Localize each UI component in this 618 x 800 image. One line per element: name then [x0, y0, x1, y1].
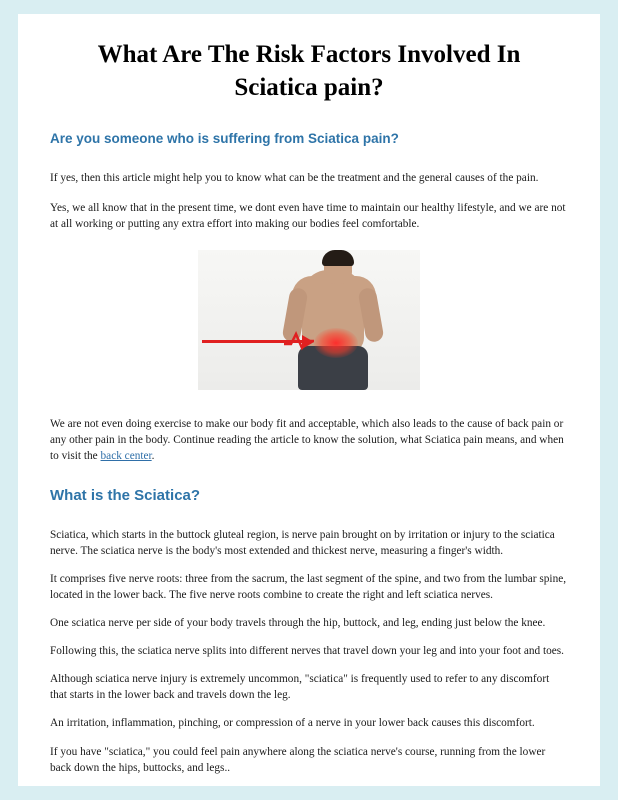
page-title: What Are The Risk Factors Involved In Sciatica pain? — [97, 41, 521, 101]
spacer — [50, 703, 568, 715]
spacer — [50, 390, 568, 416]
paragraph-body-7: If you have "sciatica," you could feel pain anywhere along the sciatica nerve's course, running from the lower back down the hips, buttocks, and legs.. — [50, 745, 546, 774]
paragraph-body-5: Although sciatica nerve injury is extremely uncommon, "sciatica" is frequently used to refer to any discomfort that starts in the lower back and travels down the leg. — [50, 673, 550, 702]
pain-highlight-icon — [314, 328, 358, 358]
spacer — [50, 559, 568, 571]
figure-container — [50, 250, 568, 390]
spacer — [50, 659, 568, 671]
paragraph-body-2: It comprises five nerve roots: three from the sacrum, the last segment of the spine, and two from the lumbar spine, located in the lower back. The five nerve roots combine to create the right and left sciatica nerves. — [50, 573, 567, 602]
spacer — [50, 464, 568, 486]
paragraph-intro-1: If yes, then this article might help you to know what can be the treatment and the general causes of the pain. — [50, 171, 539, 184]
paragraph-body-4: Following this, the sciatica nerve splits into different nerves that travel down your leg and into your foot and toes. — [50, 645, 565, 658]
pain-arrow-head-icon — [302, 335, 314, 349]
spacer — [50, 232, 568, 250]
figure-hair — [322, 250, 354, 266]
paragraph-intro-3-text-end: . — [151, 449, 155, 462]
section-heading-sciatica: What is the Sciatica? — [50, 486, 201, 504]
spacer — [50, 603, 568, 615]
paragraph-intro-3 — [50, 416, 568, 464]
back-pain-illustration — [198, 250, 420, 390]
spacer — [50, 104, 568, 130]
back-center-link[interactable]: back center — [100, 449, 152, 462]
spacer — [50, 186, 568, 200]
spacer — [50, 505, 568, 527]
intro-heading: Are you someone who is suffering from Sciatica pain? — [50, 131, 399, 146]
spacer — [50, 148, 568, 170]
paragraph-body-1: Sciatica, which starts in the buttock gluteal region, is nerve pain brought on by irritation or injury to the sciatica nerve. The sciatica nerve is the body's most extended and thickest nerve, measuring a finger's width. — [50, 529, 555, 558]
paragraph-body-6: An irritation, inflammation, pinching, or compression of a nerve in your lower back causes this discomfort. — [50, 717, 535, 730]
spacer — [50, 732, 568, 744]
paragraph-intro-3-text-start: We are not even doing exercise to make our body fit and acceptable, which also leads to the cause of back pain or any other pain in the body. Continue reading the article to know the solution, what Sciatica pain means, and when to visit the — [50, 417, 564, 462]
spacer — [50, 631, 568, 643]
paragraph-body-3: One sciatica nerve per side of your body travels through the hip, buttock, and leg, ending just below the knee. — [50, 617, 546, 630]
paragraph-intro-2: Yes, we all know that in the present time, we dont even have time to maintain our healthy lifestyle, and we are not at all working or putting any extra effort into making our bodies feel comfortable. — [50, 201, 566, 230]
document-page — [18, 14, 600, 786]
